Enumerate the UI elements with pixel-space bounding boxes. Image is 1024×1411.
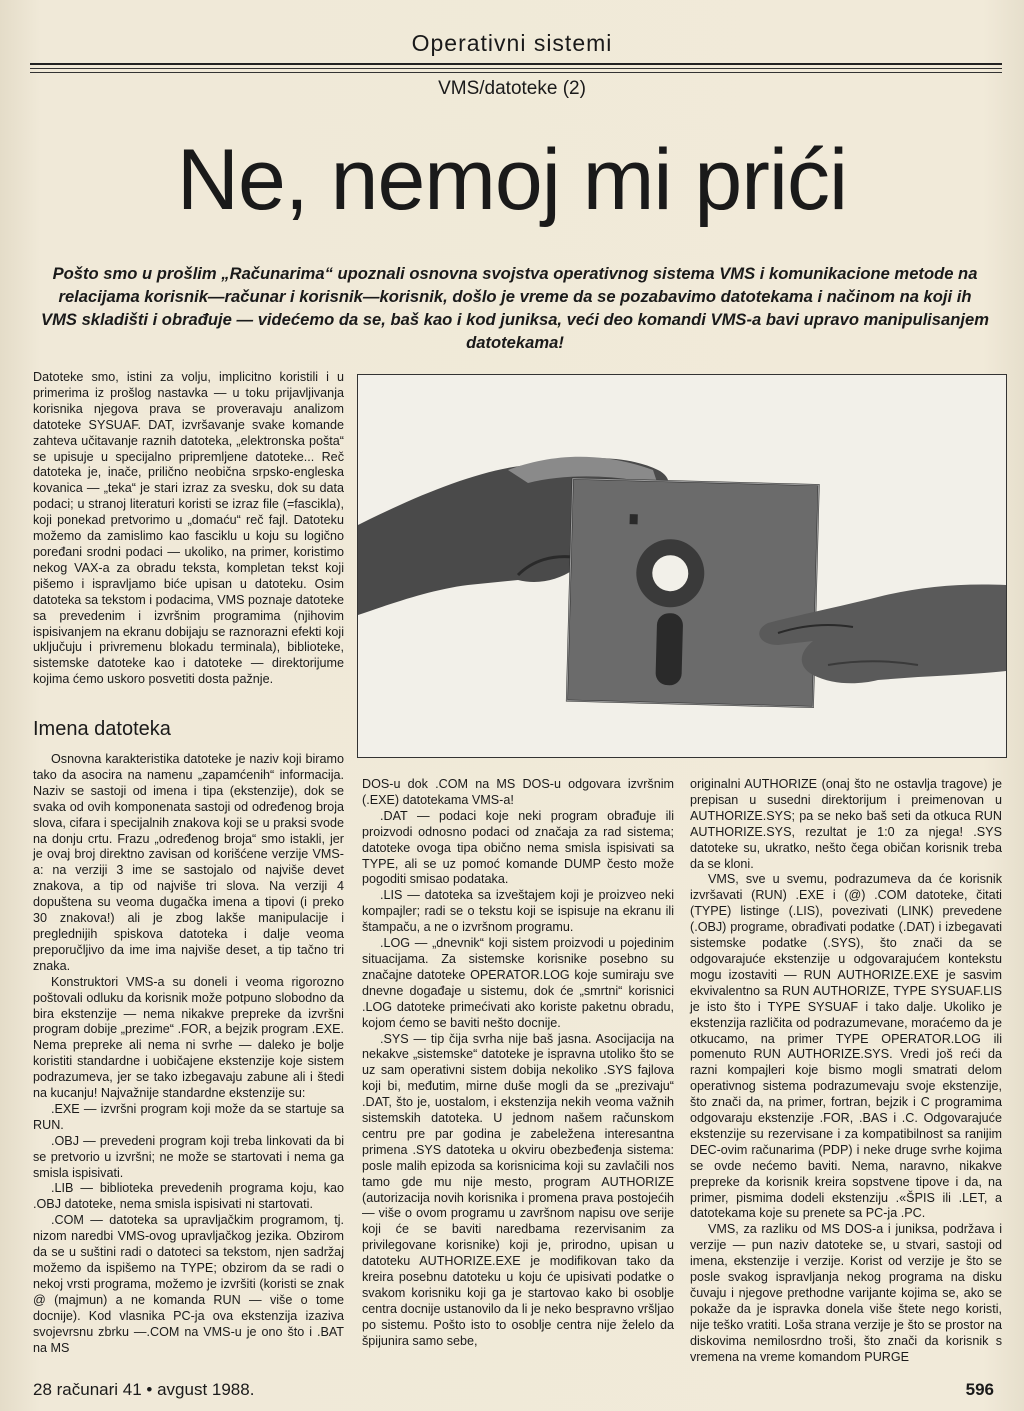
page-number: 596 bbox=[965, 1380, 994, 1399]
article-headline: Ne, nemoj mi prići bbox=[176, 132, 848, 228]
extension-item-dat: .DAT — podaci koje neki program obrađuje ili proizvodi odnosno podaci od značaja za rad sistema; datoteke ovoga tipa obično nema smisla ispisivati sa TYPE, ali se uz pomoć komande DUMP često može pogoditi smisao podataka. bbox=[362, 808, 674, 887]
column-1-top bbox=[33, 370, 344, 688]
extension-item-com: .COM — datoteka sa upravljačkim programom, tj. nizom naredbi VMS-ovog upravljačkog jezika. Obzirom da se u suštini radi o datoteci sa tekstom, njen sadržaj možemo da ispišemo na TYPE; obzirom da se radi o nekoj vrsti programa, možemo je izvršiti (koristi se znak @ (majmun) a ne komanda RUN — više o tome docnije). Kod vlasnika PC-ja ova ekstenzija izaziva svojevrsnu zbrku —.COM na VMS-u je ono što i .BAT na MS bbox=[33, 1213, 344, 1355]
header-rule-thin-2 bbox=[30, 72, 1002, 73]
article-lead: Pošto smo u prošlim „Računarima“ upoznali osnovna svojstva operativnog sistema VMS i komunikacione metode na relacijama korisnik—računar i korisnik—korisnik, došlo je vreme da se pozabavimo datotekama i načinom na koji ih VMS skladišti i obrađuje — videćemo da se, baš kao i kod juniksa, veći deo komandi VMS-a bavi upravo manipulisanjem datotekama! bbox=[41, 264, 989, 352]
column-3 bbox=[690, 777, 1002, 1366]
paragraph: originalni AUTHORIZE (onaj što ne ostavlja tragove) je prepisan u susedni direktorijum i preimenovan u AUTHORIZE.SYS; pa se neko baš seti da otkuca RUN AUTHORIZE.SYS, rezultat je 1:0 za njega! .SYS datoteke su, ukratko, nešto čega običan korisnik treba da se kloni. bbox=[690, 777, 1002, 871]
extension-item-sys: .SYS — tip čija svrha nije baš jasna. Asocijacija na nekakve „sistemske“ datoteke je ispravna utoliko što se uz sam operativni sistem dobija nekoliko .SYS fajlova koji bi, međutim, mirne duše mogli da se „prezivaju“ .DAT, što je, uostalom, i ekstenzija nekih veoma važnih sistemskih datoteka. U jednom našem računskom centru pre par godina je zabeležena interesantna primena .SYS datoteka u okviru obezbeđenja sistema: posle malih epizoda sa korisnicima koji su zavlačili nos tamo gde mu nije mesto, program AUTHORIZE (autorizacija novih korisnika i promena prava postojećih — više o ovom programu u završnom napisu ove serije koji će se baviti naredbama rezervisanim za privilegovane korisnike) koji je, prirodno, upisan u datoteku AUTHORIZE.EXE je modifikovan tako da kreira posebnu datoteku u koju će upisivati podatke o svakom korisniku koji ga je startovao kako bi osoblje centra docnije ustanovilo da li je neko bespravno vršljao po sistemu. Pošto isto to osoblje centra nije želelo da špijunira samo sebe, bbox=[362, 1031, 674, 1348]
extension-item-log: .LOG — „dnevnik“ koji sistem proizvodi u pojedinim situacijama. Za sistemske korisnike posebno su značajne datoteke OPERATOR.LOG koje sumiraju sve dnevne događaje u sistemu, dok će „smrtni“ korisnici .LOG datoteke primećivati ako koriste paketnu obradu, kojom ćemo se baviti nešto docnije. bbox=[362, 936, 674, 1030]
section-subheading: Imena datoteka bbox=[33, 718, 171, 740]
paragraph: VMS, za razliku od MS DOS-a i juniksa, podržava i verzije — pun naziv datoteke se, u stvari, sastoji od imena, ekstenzije i verzije. Korist od verzije je što se posle svakog ispravljanja nekog programa na disku čuvaju i njegove prethodne varijante kojima se, ako se pokaže da je ispravka donela više štete nego koristi, nije teško vratiti. Loša strana verzije je što se prostor na diskovima nemilosrdno troši, što znači da korisnik s vremena na vreme komandom PURGE bbox=[690, 1222, 1002, 1364]
paragraph: VMS, sve u svemu, podrazumeva da će korisnik izvršavati (RUN) .EXE i (@) .COM datoteke, čitati (TYPE) listinge (.LIS), povezivati (LINK) prevedene (.OBJ) programe, obrađivati podatke (.DAT) i izbegavati sistemske podatke (.SYS), što znači da se odgovarajuće ekstenzije u odgovarajućem kontekstu mogu izostaviti — RUN AUTHORIZE.EXE je sasvim ekvivalentno sa RUN AUTHORIZE, TYPE SYSUAF.LIS je isto što i TYPE SYSUAF i tako dalje. Ukoliko je ekstenzija različita od podrazumevane, moraćemo da je otkucamo, na primer TYPE OPERATOR.LOG ili pomenuto RUN AUTHORIZE.SYS. Vredi još reći da razni kompajleri koje bismo mogli smatrati delom operativnog sistema podrazumevaju svoje ekstenzije, što znači da, na primer, fortran, bejzik i C programima odgovaraju ekstenzije .FOR, .BAS i .C. Odgovarajuće ekstenzije su rezervisane i za kompatibilnost sa ranijim DEC-ovim računarima (PDP) i neke druge svrhe kojima se ovde nećemo baviti. Nema, naravno, nikakve prepreke da korisnik kreira sopstvene tipove i da, na primer, pismima dodeli ekstenziju .«ŠPIS ili .LET, a datotekama koje su prenete sa PC-ja .PC. bbox=[690, 872, 1002, 1221]
extension-item-exe: .EXE — izvršni program koji može da se startuje sa RUN. bbox=[33, 1101, 344, 1132]
column-2 bbox=[362, 777, 674, 1350]
floppy-disk-photo bbox=[357, 374, 1007, 758]
header-rule-thin bbox=[30, 68, 1002, 69]
paragraph: Osnovna karakteristika datoteke je naziv koji biramo tako da asocira na namenu „zapamćenih“ informacija. Naziv se sastoji od imena i tipa (ekstenzije), dok se svaka od ovih komponenata sastoji od određenog broja slova, cifara i specijalnih znakova koji se u praksi svode na donju crtu. Frazu „određenog broja“ smo istakli, jer je ovaj broj direktno zavisan od korišćene verzije VMS-a: na verziji 3 ime se sastojalo od najviše devet znakova, a tip od najviše tri slova. Na verziji 4 dopuštena su veoma dugačka imena a tipovi (i preko 30 znakova!) ali je zbog lakše manipulacije i preglednijih spiskova datoteka i dalje veoma preporučljivo da ime ima najviše deset, a tip tačno tri znaka. bbox=[33, 752, 344, 973]
paragraph: DOS-u dok .COM na MS DOS-u odgovara izvršnim (.EXE) datotekama VMS-a! bbox=[362, 777, 674, 807]
header-rule bbox=[30, 63, 1002, 65]
series-subtitle: VMS/datoteke (2) bbox=[438, 78, 586, 99]
page-footer-issue: 28 računari 41 • avgust 1988. bbox=[33, 1380, 255, 1399]
paragraph: Konstruktori VMS-a su doneli i veoma rigorozno poštovali odluku da korisnik može potpuno slobodno da bira ekstenzije — nema nikakve prepreke da izvršni program dobije „prezime“ .FOR, a bejzik program .EXE. Nema prepreke ali nema ni svrhe — daleko je bolje koristiti standardne i uobičajene ekstenzije koje sistem podrazumeva, jer se tako izbegavaju zabune ali i štedi na kucanju! Najvažnije standardne ekstenzije su: bbox=[33, 974, 344, 1101]
extension-item-obj: .OBJ — prevedeni program koji treba linkovati da bi se pretvorio u izvršni; ne može se startovati i nema ga smisla ispisivati. bbox=[33, 1133, 344, 1180]
floppy-hands-illustration bbox=[358, 375, 1006, 757]
paragraph: Datoteke smo, istini za volju, implicitno koristili i u primerima iz prošlog nastavka — u toku prijavljivanja korisnika njegova prava se proveravaju analizom datoteke SYSUAF. DAT, izvršavanje svake komande zahteva učitavanje raznih datoteka, „elektronska pošta“ se upisuje u specijalno pripremljene datoteke... Reč datoteka je, inače, prilično neobična srpsko-engleska kovanica — „teka“ je stari izraz za svesku, dok su data podaci; u stranoj literaturi koristi se izraz file (=fascikla), koji ponekad pretvorimo u „domaću“ reč fajl. Datoteku možemo da zamislimo kao fasciklu u koju su logično poređani srodni podaci — ukoliko, na primer, koristimo nekog VAX-a za obradu teksta, kompletan tekst koji pišemo i ispravljamo biće upisan u datoteku. Osim datoteka sa tekstom i podacima, VMS poznaje datoteke sa prevedenim i izvršnim programima (njihovim ispisivanjem na ekranu dobijaju se raznorazni efekti koji uključuju i privremenu blokadu terminala), biblioteke, sistemske datoteke kao i datoteke — direktorijume kojima ćemo uskoro posvetiti dosta pažnje. bbox=[33, 370, 344, 687]
extension-item-lib: .LIB — biblioteka prevedenih programa koju, kao .OBJ datoteke, nema smisla ispisivati ni startovati. bbox=[33, 1181, 344, 1212]
extension-item-lis: .LIS — datoteka sa izveštajem koji je proizveo neki kompajler; radi se o tekstu koji se ispisuje na ekranu ili štampaču, a ne o izvršnom programu. bbox=[362, 888, 674, 935]
section-heading: Operativni sistemi bbox=[411, 30, 613, 56]
column-1-bottom bbox=[33, 752, 344, 1356]
